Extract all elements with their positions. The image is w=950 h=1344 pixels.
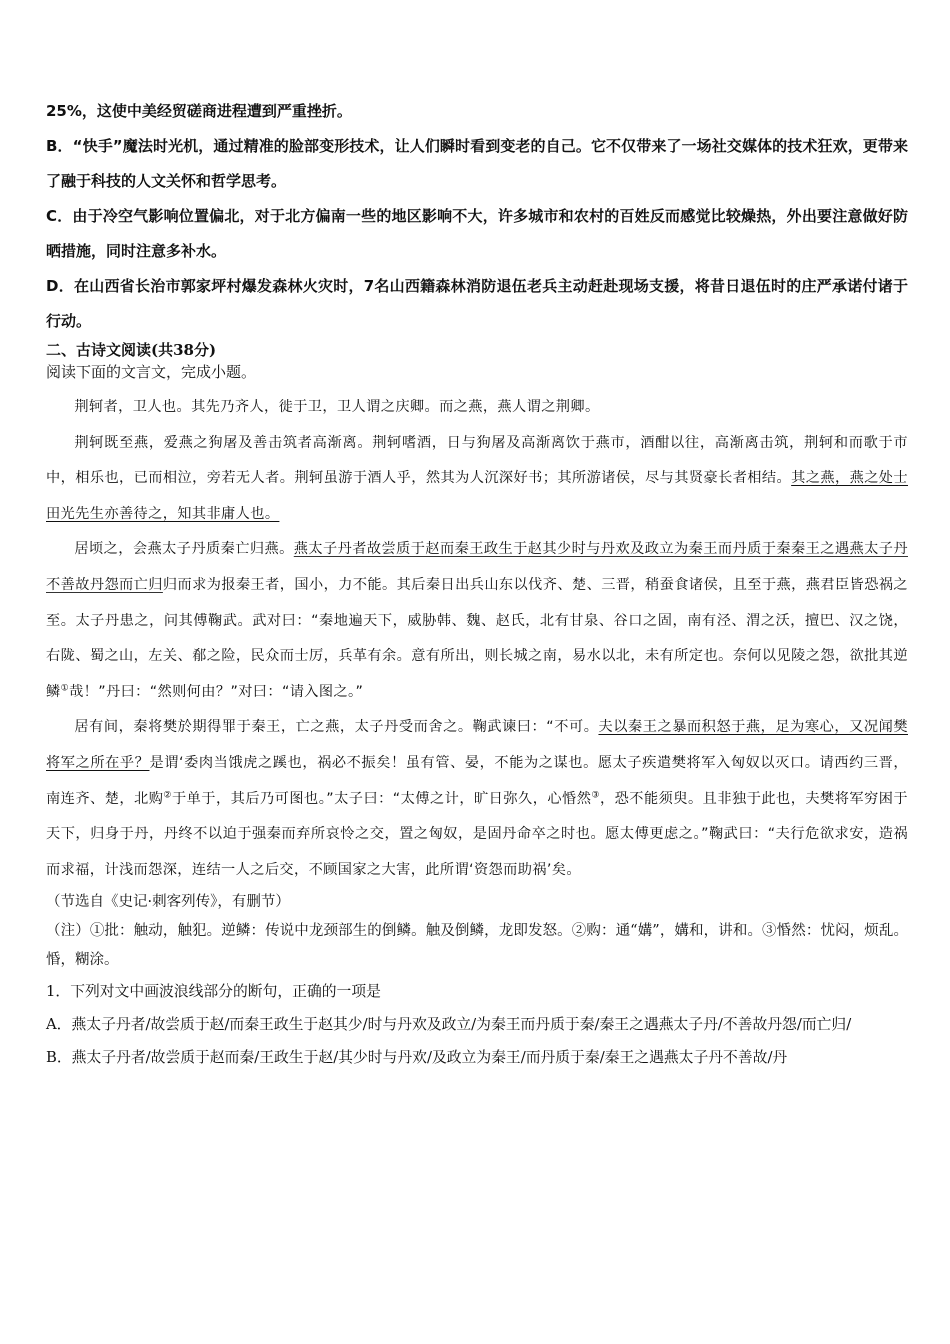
p2-underlined-sentence: 其之燕，燕之处士田光先生亦善待之，知其非庸人也。 — [46, 470, 909, 522]
p4-mid1: 是谓‘委肉当饿虎之蹊也，祸必不振矣！虽有管、晏，不能为之谋也。愿太子疾遣樊将军入匈奴以灭口。请西约三晋，南连齐、楚，北购 — [46, 754, 908, 807]
p4-end: ，恐不能须臾。且非独于此也，夫樊将军穷困于天下，归身于丹，丹终不以迫于强秦而弃所哀怜之交，置之匈奴，是固丹命卒之时也。愿太傅更虑之。”鞠武曰：“夫行危欲求安，造祸而求福，计浅而怨深，连结一人之后交，不顾国家之大害，此所谓‘资怨而助祸’矣。 — [46, 790, 909, 878]
p3-end: 哉！”丹曰：“然则何由？”对曰：“请入图之。” — [69, 683, 364, 700]
question-option-a: A．燕太子丹者/故尝质于赵/而秦王政生于赵其少/时与丹欢及政立/为秦王而丹质于秦/秦王之遇燕太子丹/不善故丹怨/而亡归/ — [46, 1016, 852, 1034]
p4-underlined-sentence: 夫以秦王之暴而积怒于燕，足为寒心，又况闻樊将军之所在乎？ — [46, 719, 908, 771]
p4-mid2: 于单于，其后乃可图也。”太子曰：“太傅之计，旷日弥久，心惛然 — [171, 790, 592, 807]
option-b: B．“快手”魔法时光机，通过精准的脸部变形技术，让人们瞬时看到变老的自己。它不仅带来了一场社交媒体的技术狂欢，更带来了融于科技的人文关怀和哲学思考。 — [46, 137, 908, 190]
option-a-tail: 25%，这使中美经贸磋商进程遭到严重挫折。 — [46, 102, 352, 120]
question-option-b: B．燕太子丹者/故尝质于赵而秦/王政生于赵/其少时与丹欢/及政立为秦王/而丹质于秦/秦王之遇燕太子丹不善故/丹 — [46, 1049, 788, 1067]
section-instruction: 阅读下面的文言文，完成小题。 — [46, 363, 257, 381]
p3-wavy-underlined: 燕太子丹者故尝质于赵而秦王政生于赵其少时与丹欢及政立为秦王而丹质于秦秦王之遇燕太子丹不善故丹怨而亡归 — [46, 541, 908, 593]
document-page — [46, 94, 908, 1074]
footnote-marker-3: ③ — [591, 789, 600, 800]
section-heading: 二、古诗文阅读(共38分) — [46, 341, 217, 359]
passage-paragraph-3 — [46, 532, 908, 710]
p3-start: 居顷之，会燕太子丹质秦亡归燕。 — [74, 541, 294, 558]
classical-passage — [46, 390, 908, 888]
option-d: D．在山西省长治市郭家坪村爆发森林火灾时，7名山西籍森林消防退伍老兵主动赶赴现场支援，将昔日退伍时的庄严承诺付诸于行动。 — [46, 277, 908, 330]
passage-source: （节选自《史记·刺客列传》，有删节） — [46, 894, 290, 911]
footnote-marker-2: ② — [163, 789, 172, 800]
p1-text: 荆轲者，卫人也。其先乃齐人，徙于卫，卫人谓之庆卿。而之燕，燕人谓之荆卿。 — [74, 399, 600, 415]
option-c: C．由于冷空气影响位置偏北，对于北方偏南一些的地区影响不大，许多城市和农村的百姓反而感觉比较燥热，外出要注意做好防晒措施，同时注意多补水。 — [46, 207, 908, 260]
p3-rest: 归而求为报秦王者，国小，力不能。其后秦日出兵山东以伐齐、楚、三晋，稍蚕食诸侯，且至于燕，燕君臣皆恐祸之至。太子丹患之，问其傅鞠武。武对曰：“秦地遍天下，威胁韩、魏、赵氏，北有甘泉、谷口之固，南有泾、渭之沃，擅巴、汉之饶，右陇、蜀之山，左关、郩之险，民众而士厉，兵革有余。意有所出，则长城之南，易水以北，未有所定也。奈何以见陵之怨，欲批其逆鳞 — [46, 576, 909, 700]
question-stem: 1．下列对文中画波浪线部分的断句，正确的一项是 — [46, 983, 381, 1001]
passage-paragraph-2 — [46, 426, 908, 533]
p2-text: 荆轲既至燕，爱燕之狗屠及善击筑者高渐离。荆轲嗜酒，日与狗屠及高渐离饮于燕市，酒酣以往，高渐离击筑，荆轲和而歌于市中，相乐也，已而相泣，旁若无人者。荆轲虽游于酒人乎，然其为人沉深好书；其所游诸侯，尽与其贤豪长者相结。 — [46, 434, 908, 487]
passage-paragraph-4 — [46, 710, 908, 888]
passage-paragraph-1 — [46, 390, 908, 426]
footnote-marker-1: ① — [60, 683, 70, 694]
passage-notes: （注）①批：触动，触犯。逆鳞：传说中龙颈部生的倒鳞。触及倒鳞，龙即发怒。②购：通“媾”，媾和，讲和。③惛然：忧闷，烦乱。惛，糊涂。 — [46, 923, 908, 969]
p4-start: 居有间，秦将樊於期得罪于秦王，亡之燕，太子丹受而舍之。鞠武谏曰：“不可。 — [74, 719, 599, 736]
